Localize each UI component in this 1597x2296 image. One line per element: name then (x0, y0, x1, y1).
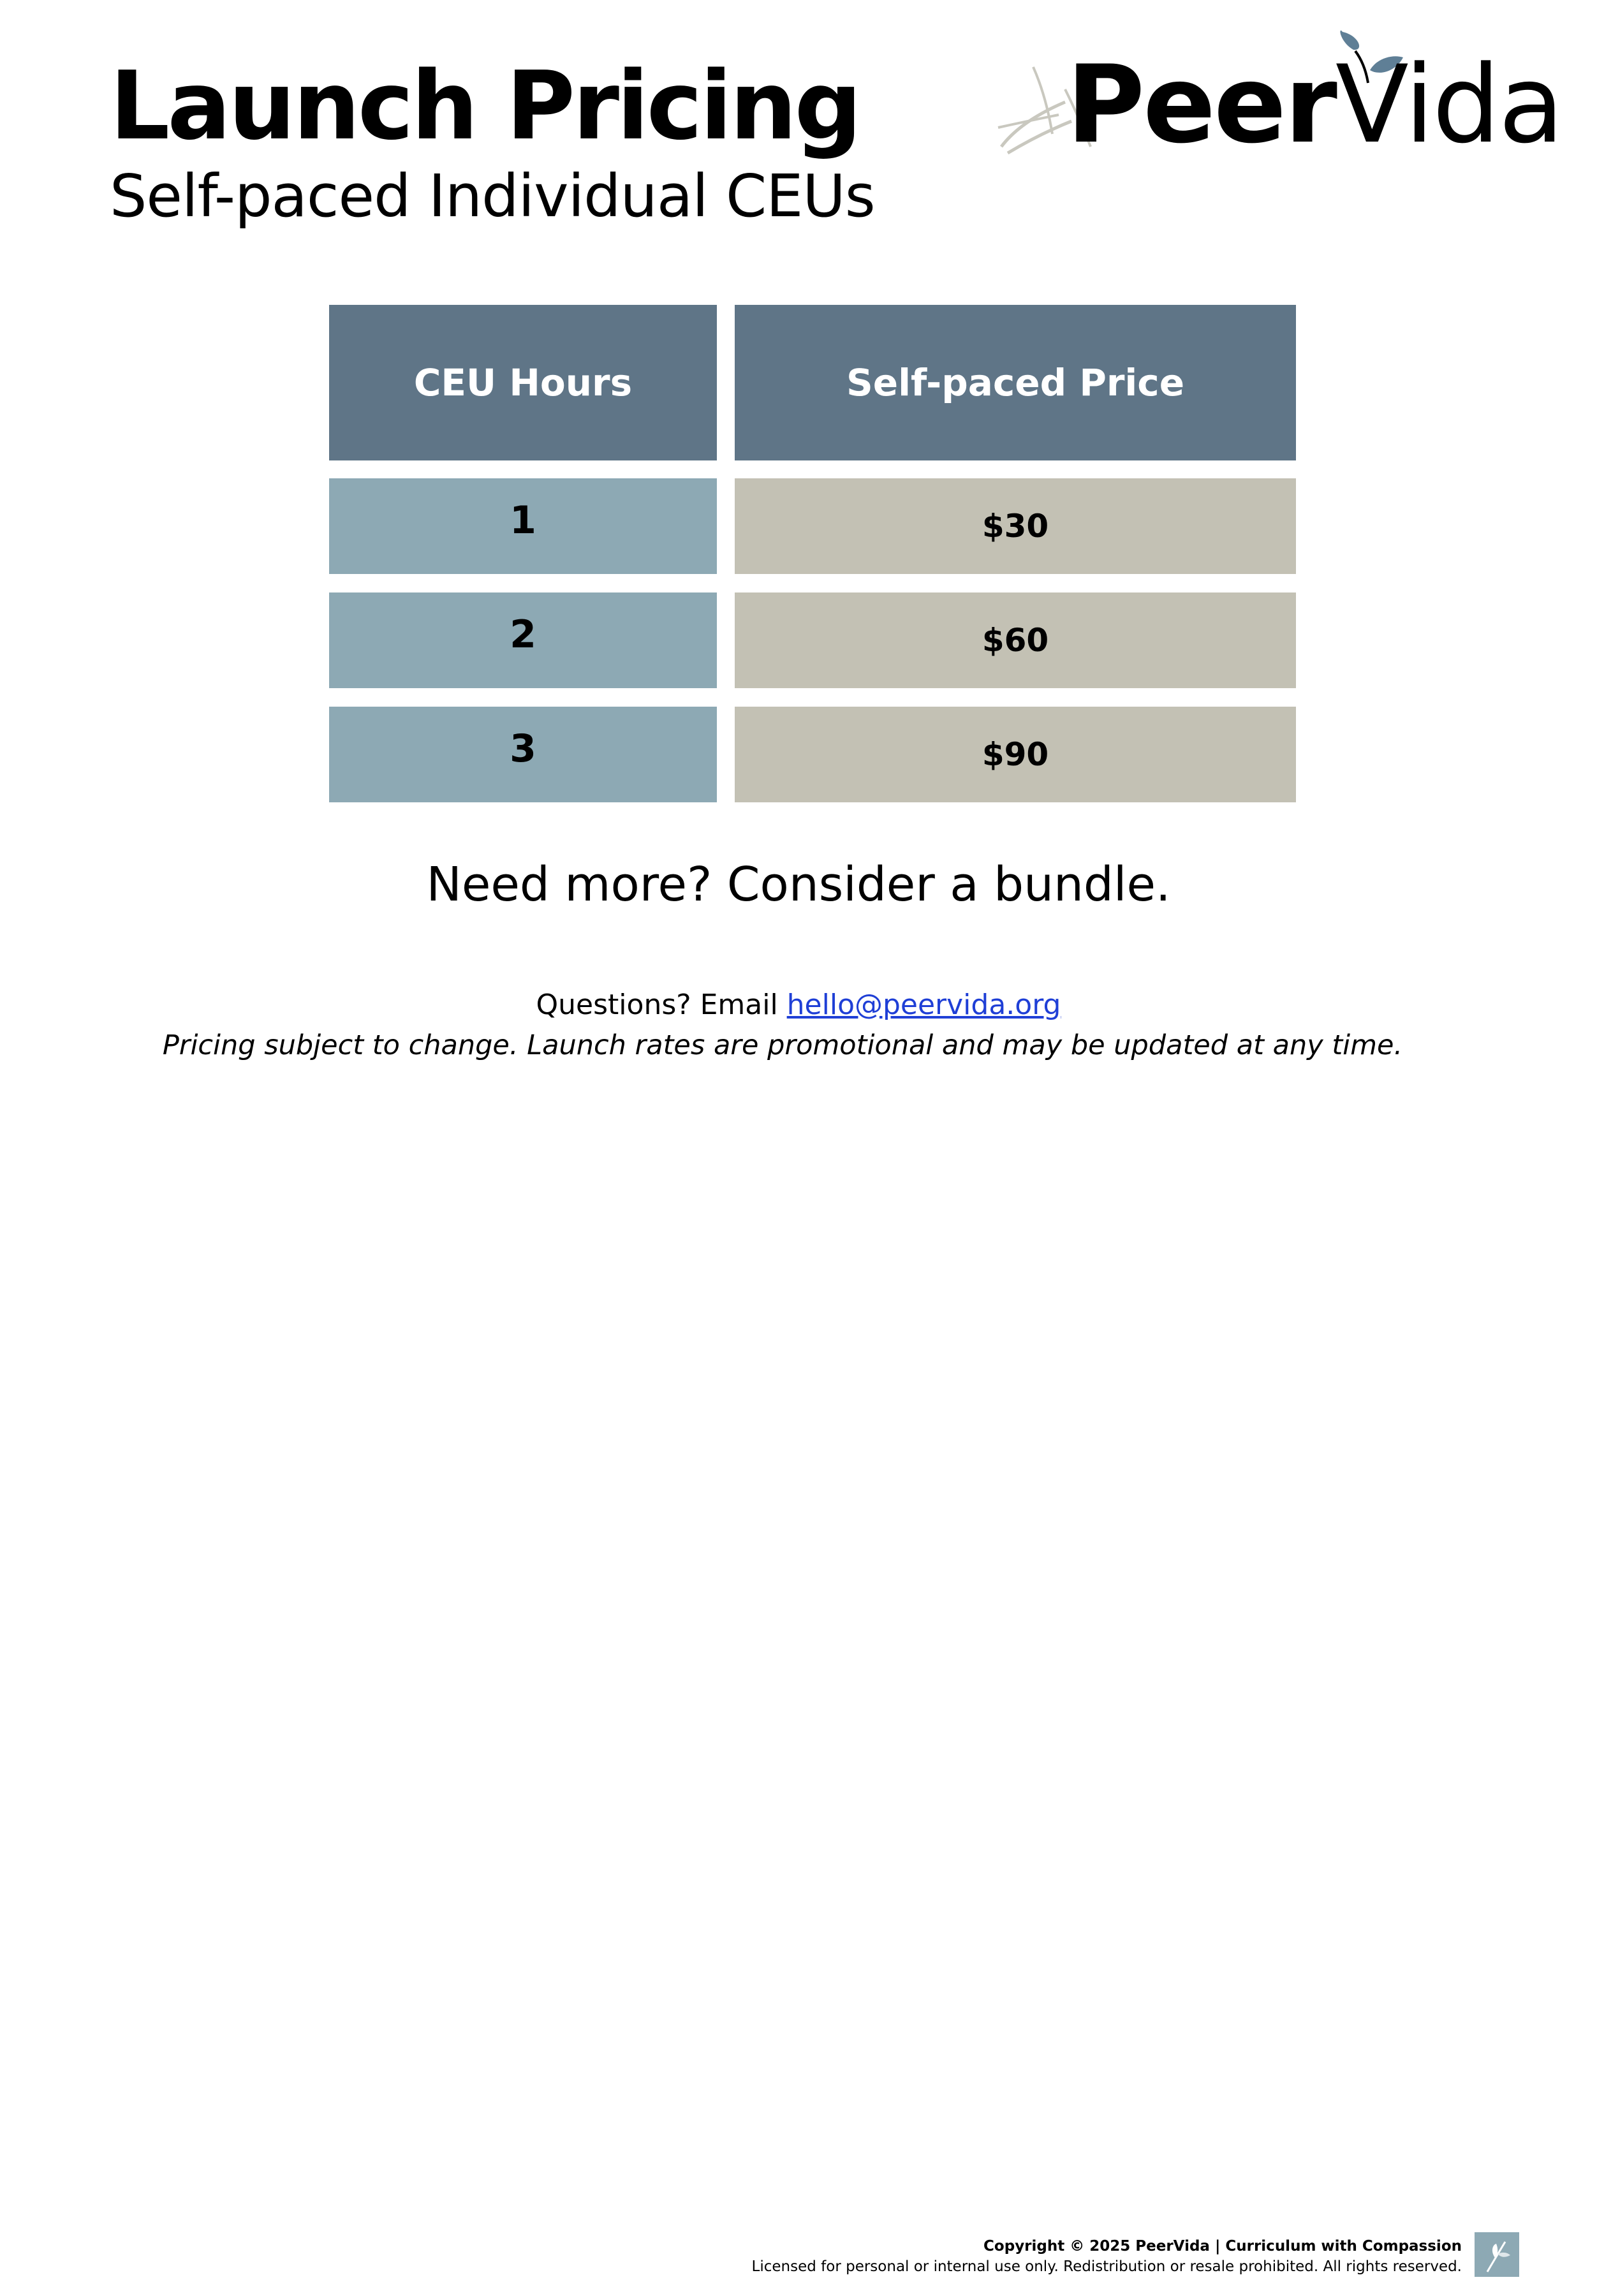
footer-license: Licensed for personal or internal use only. Redistribution or resale prohibited. All rights reserved. (751, 2258, 1462, 2276)
leaf-icon (1475, 2232, 1519, 2277)
contact-prefix: Questions? Email (536, 989, 787, 1021)
page-subtitle: Self-paced Individual CEUs (110, 162, 875, 230)
column-header-price: Self-paced Price (735, 305, 1296, 460)
logo-wordmark (1066, 42, 1563, 167)
table-row-hours: 2 (329, 592, 717, 688)
table-row-price: $90 (735, 707, 1296, 802)
logo-name-bold: Peer (1066, 42, 1336, 167)
table-row-price: $60 (735, 592, 1296, 688)
peervida-logo (995, 26, 1563, 167)
table-row-hours: 1 (329, 478, 717, 574)
logo-name-light: Vida (1335, 42, 1563, 167)
contact-line (0, 989, 1597, 1022)
column-header-hours: CEU Hours (329, 305, 717, 460)
page-title: Launch Pricing (110, 51, 860, 161)
pricing-disclaimer: Pricing subject to change. Launch rates are promotional and may be updated at any time. (162, 1029, 1403, 1061)
footer (752, 2236, 1462, 2277)
table-row-price: $30 (735, 478, 1296, 574)
footer-copyright: Copyright © 2025 PeerVida | Curriculum with Compassion (983, 2238, 1462, 2255)
table-row-hours: 3 (329, 707, 717, 802)
email-link[interactable]: hello@peervida.org (786, 989, 1061, 1021)
bundle-callout: Need more? Consider a bundle. (426, 857, 1171, 912)
footer-logo-badge (1475, 2232, 1519, 2277)
